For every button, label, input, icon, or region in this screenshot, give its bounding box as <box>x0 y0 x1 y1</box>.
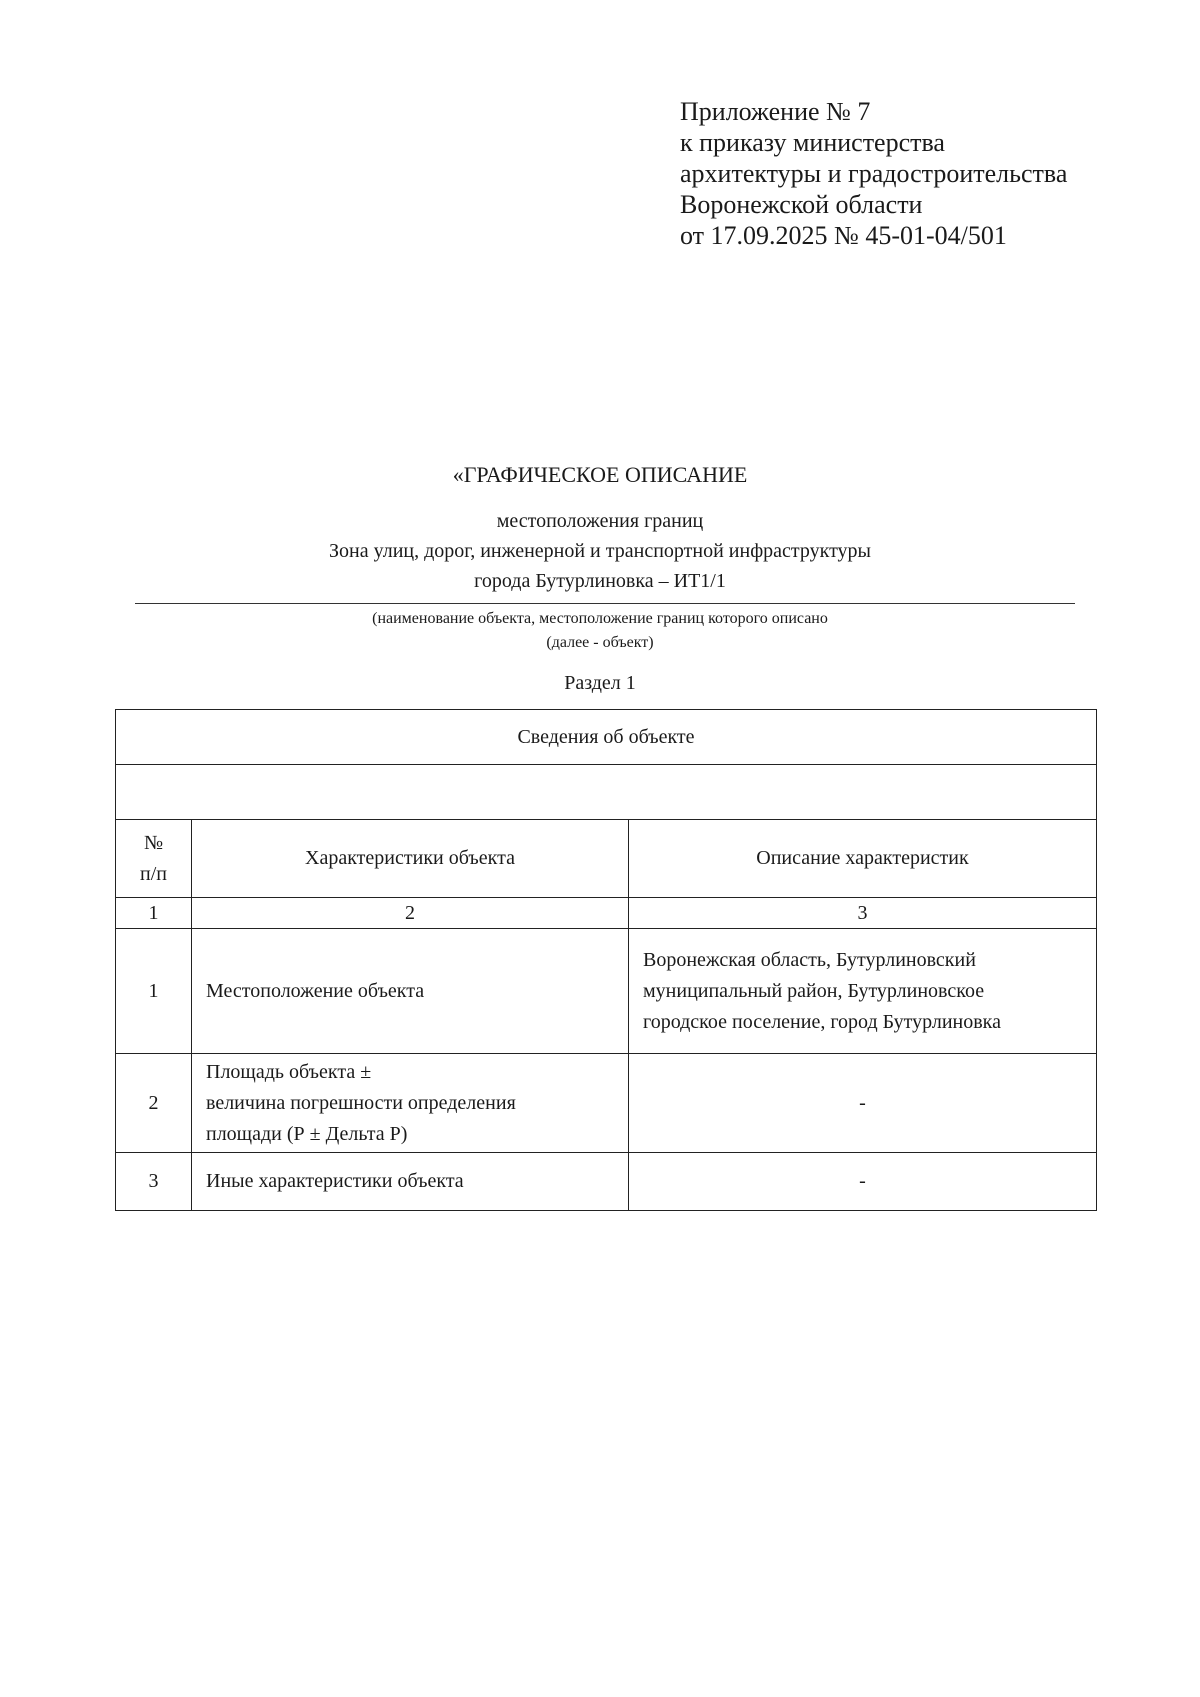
column-header-characteristics: Характеристики объекта <box>192 820 629 898</box>
table-row <box>116 1153 1097 1211</box>
row-characteristic <box>192 1054 629 1153</box>
characteristic-line: величина погрешности определения <box>206 1091 516 1114</box>
row-description: - <box>629 1153 1097 1211</box>
column-header-number-line: п/п <box>140 862 167 885</box>
column-header-number-line: № <box>143 831 164 854</box>
appendix-block <box>680 96 1067 251</box>
row-description <box>629 929 1097 1054</box>
table-row <box>116 1054 1097 1153</box>
characteristic-line: Площадь объекта ± <box>206 1060 372 1083</box>
column-number: 1 <box>116 898 192 929</box>
object-name-continued: города Бутурлиновка – ИТ1/1 <box>474 570 726 592</box>
description-line: муниципальный район, Бутурлиновское <box>643 979 985 1002</box>
object-caption: (наименование объекта, местоположение границ которого описано <box>372 610 828 627</box>
column-number: 3 <box>629 898 1097 929</box>
table-blank-row <box>116 765 1097 820</box>
row-number: 3 <box>116 1153 192 1211</box>
description-line: Воронежская область, Бутурлиновский <box>643 948 976 971</box>
table-header: Сведения об объекте <box>116 710 1097 765</box>
column-numbers-row <box>116 898 1097 929</box>
column-number: 2 <box>192 898 629 929</box>
row-characteristic: Местоположение объекта <box>192 929 629 1054</box>
document-title: «ГРАФИЧЕСКОЕ ОПИСАНИЕ <box>452 462 748 487</box>
section-title: Раздел 1 <box>564 672 636 694</box>
object-info-table <box>115 709 1097 1211</box>
blank-cell <box>116 765 1097 820</box>
row-number: 2 <box>116 1054 192 1153</box>
document-subtitle: местоположения границ <box>496 510 704 532</box>
row-characteristic: Иные характеристики объекта <box>192 1153 629 1211</box>
column-header-description: Описание характеристик <box>629 820 1097 898</box>
appendix-line: архитектуры и градостроительства <box>680 159 1068 188</box>
appendix-line: к приказу министерства <box>680 128 945 157</box>
row-description: - <box>629 1054 1097 1153</box>
object-caption-continued: (далее - объект) <box>546 634 654 651</box>
appendix-line: Воронежской области <box>680 190 923 219</box>
row-number: 1 <box>116 929 192 1054</box>
underline-divider <box>135 603 1075 604</box>
table-row <box>116 929 1097 1054</box>
appendix-line: Приложение № 7 <box>680 97 871 126</box>
appendix-line: от 17.09.2025 № 45-01-04/501 <box>680 221 1007 250</box>
table-header-row <box>116 710 1097 765</box>
object-name: Зона улиц, дорог, инженерной и транспортной инфраструктуры <box>329 540 871 562</box>
column-header-row <box>116 820 1097 898</box>
description-line: городское поселение, город Бутурлиновка <box>643 1010 1001 1033</box>
characteristic-line: площади (Р ± Дельта Р) <box>206 1122 408 1145</box>
column-header-number <box>116 820 192 898</box>
